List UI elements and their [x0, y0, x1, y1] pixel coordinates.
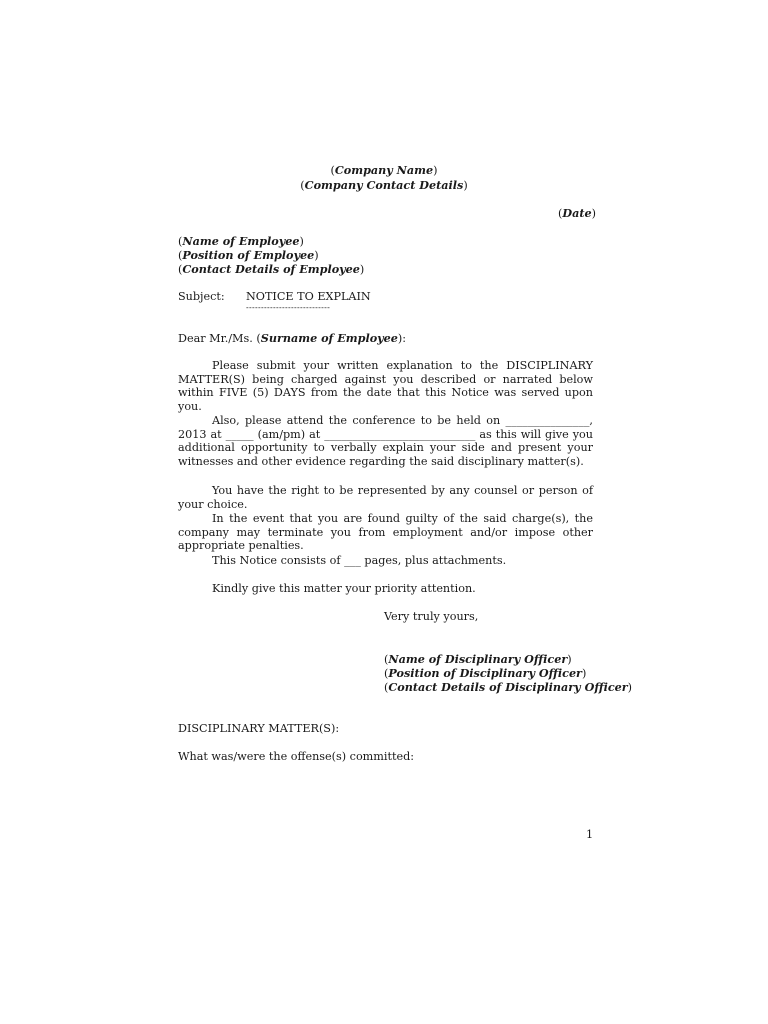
paragraph-conference: Also, please attend the conference to be held on _______________, 2013 at _____ (am/pm) at ___________________________ as this will give you additional opportunity to verbally explain your side and present your witnesses and other evidence regarding the said disciplinary matter(s). [178, 414, 593, 468]
paragraph-priority: Kindly give this matter your priority attention. [212, 582, 476, 595]
recipient-contact: (Contact Details of Employee) [178, 262, 365, 276]
paragraph-page-count: This Notice consists of ___ pages, plus attachments. [212, 554, 507, 567]
letter-date: (Date) [558, 206, 596, 220]
valediction: Very truly yours, [384, 610, 479, 623]
recipient-name: (Name of Employee) [178, 234, 304, 248]
recipient-position: (Position of Employee) [178, 248, 319, 262]
paragraph-penalties: In the event that you are found guilty of the said charge(s), the company may terminate you from employment and/or impose other appropriate penalties. [178, 512, 593, 553]
matters-question: What was/were the offense(s) committed: [178, 750, 415, 763]
salutation: Dear Mr./Ms. (Surname of Employee): [178, 331, 407, 345]
matters-heading: DISCIPLINARY MATTER(S): [178, 722, 340, 735]
officer-position: (Position of Disciplinary Officer) [384, 666, 587, 680]
subject-value: NOTICE TO EXPLAIN [246, 290, 371, 303]
officer-contact: (Contact Details of Disciplinary Officer) [384, 680, 633, 694]
company-name: (Company Name) [330, 163, 438, 177]
paragraph-right-to-counsel: You have the right to be represented by any counsel or person of your choice. [178, 484, 593, 511]
subject-label: Subject: [178, 290, 225, 303]
officer-name: (Name of Disciplinary Officer) [384, 652, 572, 666]
page-number: 1 [586, 828, 594, 841]
subject-underline: ---------------------------- [246, 303, 331, 312]
paragraph-submit-explanation: Please submit your written explanation to the DISCIPLINARY MATTER(S) being charged against you described or narrated below within FIVE (5) DAYS from the date that this Notice was served upon you. [178, 359, 593, 413]
company-contact: (Company Contact Details) [300, 178, 468, 192]
